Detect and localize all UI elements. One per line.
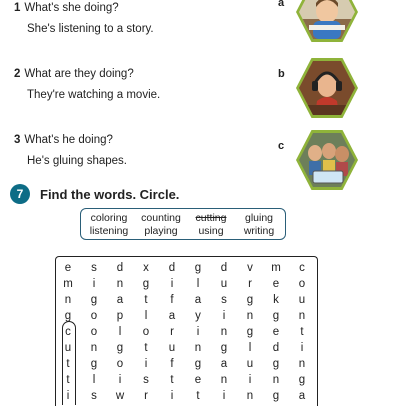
grid-letter[interactable]: f [170,294,174,306]
question-text: What's she doing? [24,2,119,14]
grid-letter[interactable]: g [246,326,254,338]
grid-letter[interactable]: n [298,310,306,322]
grid-letter[interactable]: d [168,262,176,274]
grid-letter[interactable]: g [272,390,280,402]
grid-letter[interactable]: g [64,310,72,322]
word-bank-item-crossed: cutting [195,212,227,224]
grid-letter[interactable]: i [92,278,96,290]
grid-letter[interactable]: r [248,278,252,290]
word-bank-item: using [198,225,224,237]
word-bank-item: gluing [244,212,274,224]
grid-letter[interactable]: o [90,310,98,322]
question-3 [14,130,127,172]
grid-letter[interactable]: l [196,278,200,290]
grid-letter[interactable]: a [116,294,124,306]
word-bank-item: coloring [90,212,128,224]
question-2 [14,64,160,106]
grid-letter[interactable]: a [220,358,228,370]
picture-letter-b: b [278,68,285,80]
word-search-grid [55,256,318,406]
grid-letter[interactable]: g [194,358,202,370]
question-number: 3 [14,134,21,146]
grid-letter[interactable]: t [170,374,174,386]
grid-letter[interactable]: g [246,294,254,306]
grid-letter[interactable]: s [221,294,227,306]
grid-letter[interactable]: l [118,326,122,338]
grid-letter[interactable]: t [144,342,148,354]
grid-letter[interactable]: i [222,310,226,322]
grid-letter[interactable]: o [298,278,306,290]
grid-letter[interactable]: n [220,326,228,338]
grid-letter[interactable]: n [116,278,124,290]
grid-letter[interactable]: i [222,390,226,402]
grid-letter[interactable]: u [220,278,228,290]
grid-letter[interactable]: n [298,358,306,370]
grid-letter[interactable]: g [90,358,98,370]
grid-letter[interactable]: t [144,294,148,306]
question-1 [14,0,154,40]
question-text: What are they doing? [24,68,134,80]
grid-letter[interactable]: i [248,374,252,386]
grid-letter[interactable]: t [66,358,70,370]
photo-hexagon-b [296,58,358,118]
grid-letter[interactable]: n [90,342,98,354]
grid-letter[interactable]: m [271,262,281,274]
grid-letter[interactable]: e [64,262,72,274]
grid-letter[interactable]: u [168,342,176,354]
grid-letter[interactable]: d [220,262,228,274]
photo-hexagon-c [296,130,358,190]
grid-letter[interactable]: s [91,262,97,274]
grid-letter[interactable]: n [220,374,228,386]
grid-letter[interactable]: n [246,390,254,402]
grid-letter[interactable]: a [168,310,176,322]
grid-letter[interactable]: n [194,342,202,354]
grid-letter[interactable]: c [299,262,305,274]
circled-word-mark [62,321,76,405]
grid-letter[interactable]: o [142,326,150,338]
word-bank-item: listening [89,225,129,237]
word-bank-item: playing [144,225,178,237]
grid-letter[interactable]: y [195,310,201,322]
grid-letter[interactable]: i [300,342,304,354]
grid-letter[interactable]: g [90,294,98,306]
grid-letter[interactable]: s [143,374,149,386]
grid-letter[interactable]: k [273,294,279,306]
grid-letter[interactable]: i [118,374,122,386]
exercise-title: Find the words. Circle. [40,186,180,202]
grid-letter[interactable]: p [116,310,124,322]
grid-letter[interactable]: c [65,326,71,338]
grid-letter[interactable]: v [247,262,253,274]
children-at-tablet-photo [299,133,355,187]
girl-at-table-photo [299,0,355,39]
question-number: 2 [14,68,21,80]
answer-text: She's listening to a story. [27,23,154,35]
grid-letter[interactable]: e [272,278,280,290]
grid-letter[interactable]: o [116,358,124,370]
grid-letter[interactable]: g [272,310,280,322]
grid-letter[interactable]: g [116,342,124,354]
grid-letter[interactable]: g [272,358,280,370]
picture-letter-c: c [278,140,285,152]
grid-letter[interactable]: r [170,326,174,338]
grid-letter[interactable]: u [64,342,72,354]
grid-letter[interactable]: u [298,294,306,306]
answer-text: He's gluing shapes. [27,155,128,167]
grid-letter[interactable]: r [144,390,148,402]
grid-letter[interactable]: u [246,358,254,370]
grid-letter[interactable]: o [90,326,98,338]
grid-letter[interactable]: l [248,342,252,354]
question-number: 1 [14,2,21,14]
grid-letter[interactable]: i [170,278,174,290]
grid-letter[interactable]: n [64,294,72,306]
grid-letter[interactable]: t [300,326,304,338]
word-bank-item: writing [243,225,275,237]
grid-letter[interactable]: g [220,342,228,354]
grid-letter[interactable]: g [194,262,202,274]
grid-letter[interactable]: f [170,358,174,370]
grid-letter[interactable]: g [298,374,306,386]
grid-letter[interactable]: t [66,374,70,386]
grid-letter[interactable]: e [272,326,280,338]
grid-letter[interactable]: a [194,294,202,306]
exercise-heading [10,184,179,204]
grid-letter[interactable]: t [196,390,200,402]
grid-letter[interactable]: n [272,374,280,386]
grid-letter[interactable]: w [115,390,125,402]
grid-letter[interactable]: a [298,390,306,402]
girl-with-headphones-photo [299,61,355,115]
grid-letter[interactable]: e [194,374,202,386]
grid-letter[interactable]: m [63,278,73,290]
grid-letter[interactable]: s [91,390,97,402]
grid-letter[interactable]: i [170,390,174,402]
grid-letter[interactable]: d [116,262,124,274]
grid-letter[interactable]: i [144,358,148,370]
grid-letter[interactable]: x [143,262,149,274]
grid-letter[interactable]: l [92,374,96,386]
grid-letter[interactable]: i [66,390,70,402]
photo-hexagon-a [296,0,358,42]
answer-text: They're watching a movie. [27,89,161,101]
picture-letter-a: a [278,0,285,9]
exercise-number-badge: 7 [10,184,30,204]
word-bank-item: counting [141,212,181,224]
grid-letter[interactable]: n [246,310,254,322]
grid-letter[interactable]: d [272,342,280,354]
word-bank [80,208,286,240]
question-text: What's he doing? [24,134,113,146]
grid-letter[interactable]: g [142,278,150,290]
grid-letter[interactable]: i [196,326,200,338]
grid-letter[interactable]: l [144,310,148,322]
